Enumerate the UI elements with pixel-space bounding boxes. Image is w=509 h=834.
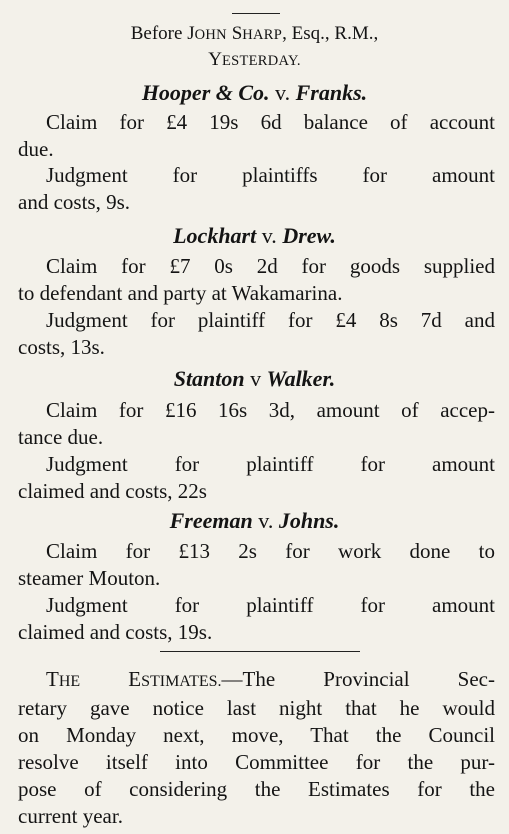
section-divider-rule — [160, 651, 360, 652]
estimates-heading-rest-1: HE — [58, 673, 81, 690]
case-defendant: Drew. — [282, 223, 336, 248]
judgment-first-line: Judgment for plaintiffs for amount — [46, 163, 495, 187]
case-claim-paragraph — [18, 538, 495, 592]
case-title-freeman-johns — [0, 508, 509, 534]
judgment-rest: and costs, 9s. — [18, 190, 130, 214]
judgment-first-line: Judgment for plaintiff for amount — [46, 593, 495, 617]
case-title-hooper-franks — [0, 80, 509, 106]
case-title-stanton-walker — [0, 366, 509, 392]
header-name-rest-2: HARP — [242, 27, 283, 43]
case-defendant: Walker. — [266, 366, 336, 391]
estimates-line-2: retary gave notice last night that he would — [18, 696, 495, 720]
case-judgment-paragraph — [18, 307, 495, 361]
case-versus: v. — [252, 508, 279, 533]
estimates-line-6: current year. — [18, 804, 123, 828]
judgment-rest: costs, 13s. — [18, 335, 105, 359]
case-judgment-paragraph — [18, 451, 495, 505]
claim-first-line: Claim for £13 2s for work done to — [46, 539, 495, 563]
estimates-heading-rest-2: STIMATES. — [141, 673, 222, 690]
case-plaintiff: Freeman — [169, 508, 253, 533]
estimates-line-5: pose of considering the Estimates for the — [18, 777, 495, 801]
case-judgment-paragraph — [18, 162, 495, 216]
date-initial: Y — [208, 49, 222, 70]
case-judgment-paragraph — [18, 592, 495, 646]
case-versus: v — [244, 366, 267, 391]
claim-rest: steamer Mouton. — [18, 566, 161, 590]
case-claim-paragraph — [18, 397, 495, 451]
case-versus: v. — [256, 223, 283, 248]
case-plaintiff: Hooper & Co. — [141, 80, 270, 105]
header-prefix: Before — [130, 23, 188, 44]
date-rest: ESTERDAY. — [221, 53, 301, 69]
judgment-rest: claimed and costs, 19s. — [18, 620, 213, 644]
case-claim-paragraph — [18, 109, 495, 163]
estimates-line-1 — [18, 666, 495, 695]
estimates-paragraph — [18, 666, 495, 830]
estimates-line-1-text: —The Provincial Sec- — [221, 667, 495, 691]
case-claim-paragraph — [18, 253, 495, 307]
header-name-initial-1: J — [187, 23, 195, 44]
judgment-first-line: Judgment for plaintiff for amount — [46, 452, 495, 476]
claim-first-line: Claim for £4 19s 6d balance of account — [46, 110, 495, 134]
case-plaintiff: Stanton — [173, 366, 245, 391]
header-name-initial-2: S — [231, 23, 243, 44]
judgment-rest: claimed and costs, 22s — [18, 479, 207, 503]
court-date-line — [0, 48, 509, 73]
case-defendant: Franks. — [295, 80, 368, 105]
claim-rest: due. — [18, 137, 54, 161]
claim-rest: to defendant and party at Wakamarina. — [18, 281, 343, 305]
top-divider-rule — [232, 13, 280, 14]
header-name-rest-1: OHN — [194, 27, 227, 43]
case-versus: v. — [269, 80, 296, 105]
header-suffix: , Esq., R.M., — [282, 23, 379, 44]
claim-first-line: Claim for £16 16s 3d, amount of accep- — [46, 398, 495, 422]
case-plaintiff: Lockhart — [173, 223, 257, 248]
estimates-line-3: on Monday next, move, That the Council — [18, 723, 495, 747]
claim-rest: tance due. — [18, 425, 104, 449]
claim-first-line: Claim for £7 0s 2d for goods supplied — [46, 254, 495, 278]
case-title-lockhart-drew — [0, 223, 509, 249]
court-header-line — [0, 22, 509, 47]
case-defendant: Johns. — [278, 508, 340, 533]
estimates-line-4: resolve itself into Committee for the pur- — [18, 750, 495, 774]
judgment-first-line: Judgment for plaintiff for £4 8s 7d and — [46, 308, 495, 332]
estimates-heading-initial-1: T — [46, 667, 59, 691]
estimates-heading-initial-2: E — [128, 667, 142, 691]
